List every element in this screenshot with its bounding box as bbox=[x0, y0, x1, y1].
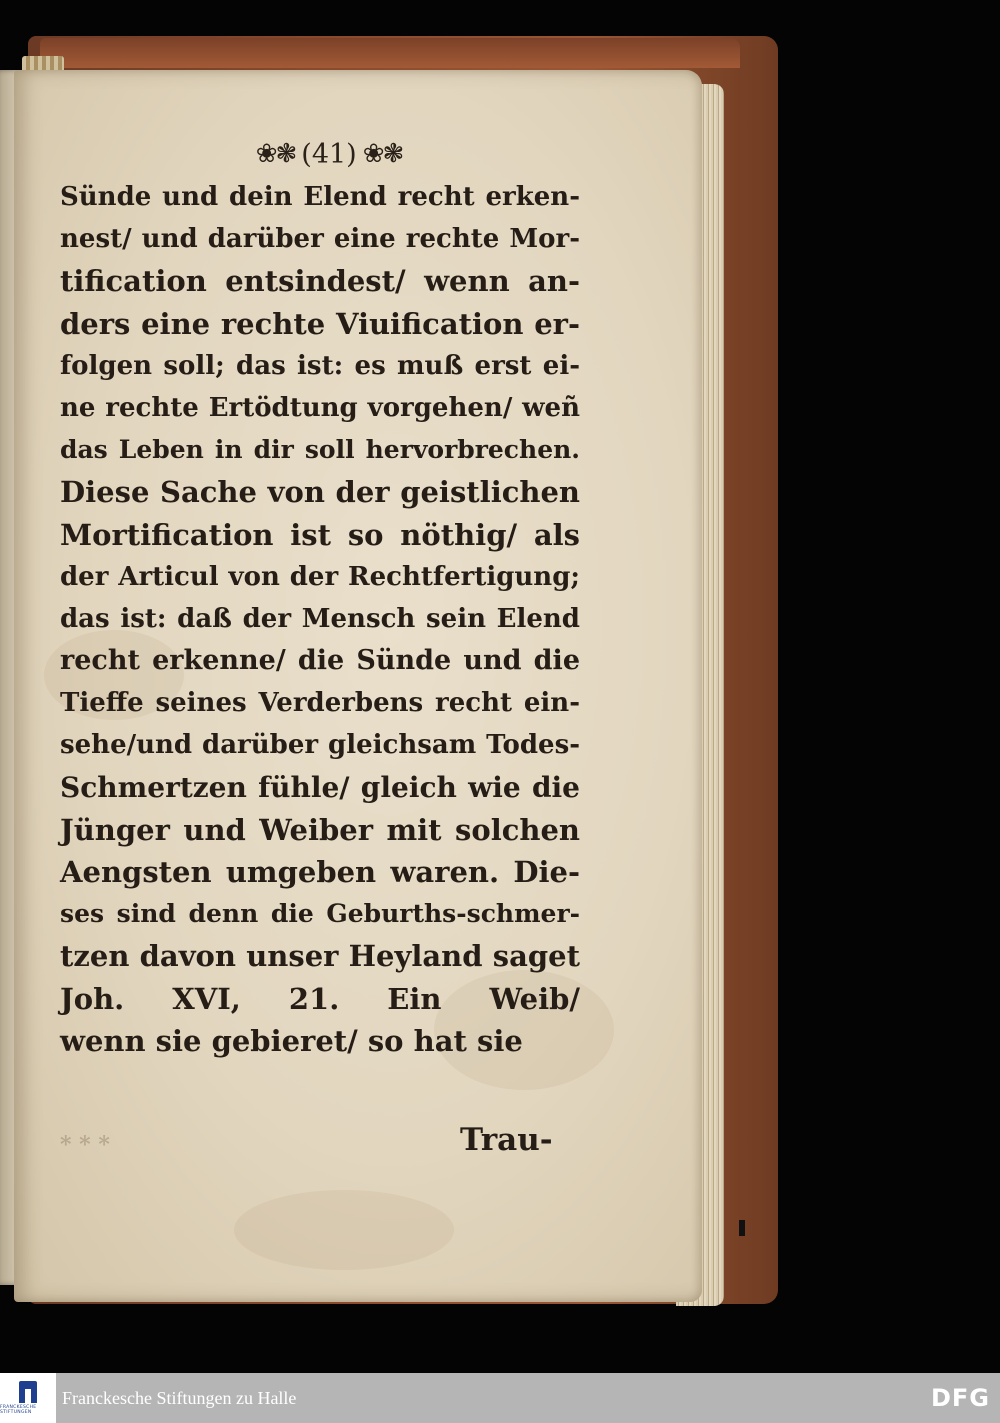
text-line: Sünde und dein Elend recht erken- bbox=[60, 182, 580, 212]
text-line: Aengsten umgeben waren. Die- bbox=[60, 855, 580, 889]
catchword: Trau- bbox=[460, 1122, 553, 1158]
ink-offset-mark: * * * bbox=[60, 1132, 110, 1158]
text-line: Mortification ist so nöthig/ als bbox=[60, 517, 580, 552]
institution-logo[interactable] bbox=[0, 1373, 56, 1423]
text-line: recht erkenne/ die Sünde und die bbox=[60, 645, 580, 677]
text-line: das Leben in dir soll hervorbrechen. bbox=[60, 435, 580, 465]
text-line: Joh. XVI, 21. Ein Weib/ bbox=[60, 981, 580, 1016]
page-text-block bbox=[60, 176, 580, 1062]
text-line: Jünger und Weiber mit solchen bbox=[60, 812, 580, 847]
binding-top-edge bbox=[40, 38, 740, 68]
text-line: nest/ und darüber eine rechte Mor- bbox=[60, 224, 580, 255]
text-line: Tieffe seines Verderbens recht ein- bbox=[60, 688, 580, 719]
page-number: (41) bbox=[301, 138, 357, 170]
text-line: ses sind denn die Geburths-schmer- bbox=[60, 899, 580, 929]
page-marker bbox=[739, 1220, 745, 1236]
text-line: folgen soll; das ist: es muß erst ei- bbox=[60, 350, 580, 381]
text-line: ders eine rechte Viuification er- bbox=[60, 306, 580, 341]
logo-caption: FRANCKESCHE STIFTUNGEN bbox=[0, 1405, 37, 1415]
text-line: ne rechte Ertödtung vorgehen/ weñ bbox=[60, 392, 580, 423]
ornament-left-icon: ❀❃ bbox=[255, 139, 296, 169]
page-header bbox=[224, 132, 434, 176]
text-line: tzen davon unser Heyland saget bbox=[60, 939, 580, 974]
text-line: sehe/und darüber gleichsam Todes- bbox=[60, 730, 580, 761]
text-line: wenn sie gebieret/ so hat sie bbox=[60, 1023, 523, 1058]
footer-bar bbox=[0, 1373, 1000, 1423]
text-line: Diese Sache von der geistlichen bbox=[60, 475, 580, 510]
dfg-logo[interactable]: DFG bbox=[930, 1384, 990, 1412]
book-page bbox=[14, 70, 702, 1302]
text-line: der Articul von der Rechtfertigung; bbox=[60, 561, 580, 592]
text-line: Schmertzen fühle/ gleich wie die bbox=[60, 770, 580, 804]
ornament-right-icon: ❀❃ bbox=[362, 139, 403, 169]
building-icon bbox=[19, 1381, 37, 1403]
institution-name: Franckesche Stiftungen zu Halle bbox=[62, 1387, 297, 1408]
text-line: tification entsindest/ wenn an- bbox=[60, 264, 580, 299]
text-line: das ist: daß der Mensch sein Elend bbox=[60, 603, 580, 634]
